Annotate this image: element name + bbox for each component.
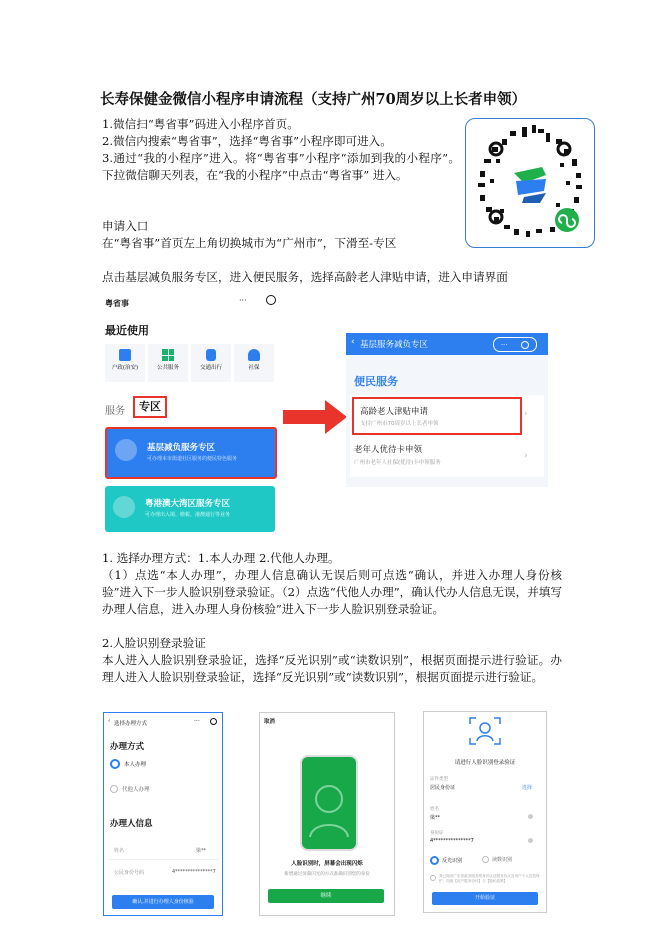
intro-step-2: 2.微信内搜索“粤省事”，选择“粤省事”小程序即可进入。 <box>102 134 392 148</box>
name-value: 梁** <box>196 848 207 854</box>
verify-heading: 请进行人脸识别登录验证 <box>454 760 516 766</box>
capsule-menu[interactable] <box>493 337 537 352</box>
info-title: 办理人信息 <box>110 819 153 829</box>
step1-heading: 1. 选择办理方式：1.本人办理 2.代他人办理。 <box>102 551 340 565</box>
tab-zone-highlighted[interactable]: 专区 <box>133 396 167 418</box>
recent-item-transport[interactable]: 交通出行 <box>191 344 231 382</box>
checkbox-icon[interactable] <box>430 875 436 881</box>
clear-icon[interactable] <box>528 838 533 843</box>
recent-item-social-security[interactable]: 社保 <box>234 344 274 382</box>
verify-id-value: 4***************7 <box>430 838 474 844</box>
card-grassroots-zone[interactable]: 基层减负服务专区 可办理本市街道社区服务的便民特色服务 <box>105 427 277 479</box>
intro-step-1: 1.微信扫“粤省事”码进入小程序首页。 <box>102 117 299 131</box>
option-reflect[interactable]: 反光识别 <box>430 856 462 865</box>
back-chevron-icon[interactable]: ‹ <box>351 337 355 347</box>
face-outline-icon <box>302 757 356 849</box>
capsule-close-icon[interactable] <box>266 295 276 305</box>
face-scan-icon <box>468 716 502 746</box>
item-elderly-allowance[interactable]: 高龄老人津贴申请 支持广州市70周岁以上长者申领 <box>352 397 522 435</box>
select-link[interactable]: 选择 <box>522 785 533 791</box>
method-title: 办理方式 <box>110 742 145 752</box>
cancel-link[interactable]: 取消 <box>264 719 276 725</box>
chevron-right-icon: › <box>524 451 528 461</box>
red-arrow-icon <box>283 400 347 434</box>
radio-unselected-icon[interactable] <box>482 856 489 863</box>
id-card-icon <box>119 349 131 361</box>
id-value: 4***************7 <box>172 869 216 875</box>
step1-detail: （1）点选“本人办理”，办理人信息确认无误后则可点选“确认，并进入办理人身份核验”进入下一步人脸识别登录验证。（2）点选“代他人办理”，确认代办人信息无误，并填写办理人信息，进入办理人身份核验”进入下一步人脸识别登录验证。 <box>102 568 562 616</box>
bridge-icon <box>113 496 135 518</box>
phone-illustration <box>300 755 358 851</box>
option-other[interactable]: 代他人办理 <box>110 785 150 793</box>
app-name: 粤省事 <box>105 299 129 308</box>
screenshot-face-flash <box>259 712 395 916</box>
option-read-digits[interactable]: 读数识别 <box>482 856 512 863</box>
recent-item-huzheng[interactable]: 户政(治安) <box>105 344 145 382</box>
recent-title: 最近使用 <box>105 324 149 337</box>
clear-icon[interactable] <box>528 814 533 819</box>
option-self[interactable]: 本人办理 <box>110 759 146 769</box>
item-elderly-card[interactable]: 老年人优待卡申领 广州市老年人社保(优待)卡申领服务 <box>354 445 441 466</box>
step2-detail: 本人进入人脸识别登录验证，选择“反光识别”或“读数识别”，根据页面提示进行验证。办理人进入人脸识别登录验证，选择“反光识别”或“读数识别”，根据页面提示进行验证。 <box>102 653 562 684</box>
intro-step-3: 3.通过“我的小程序”进入。将“粤省事”小程序“添加到我的小程序”。下拉微信聊天列表，在“我的小程序”中点击“粤省事” 进入。 <box>102 151 460 182</box>
step2-heading: 2.人脸识别登录验证 <box>102 636 206 650</box>
screenshot-yueshengshi-home <box>103 292 281 542</box>
confirm-button[interactable]: 确认,并进行办理人身份核验 <box>112 895 214 909</box>
screenshot-grassroots-zone <box>346 333 548 487</box>
bus-icon <box>206 349 216 361</box>
capsule-close-icon[interactable] <box>210 718 217 725</box>
agreement[interactable]: 我已阅读广东省政务服务网身份认证服务协议及用户个人信息保护，同意【用户服务协议】与【隐私政策】 <box>430 874 540 884</box>
document-icon <box>115 439 137 461</box>
name-label: 姓名 <box>114 848 125 854</box>
verify-name-value: 梁** <box>430 815 441 821</box>
entry-heading: 申请入口 <box>102 219 149 233</box>
flash-instruction: 人脸识别时，屏幕会出现闪烁 <box>291 861 363 867</box>
entry-instruction-2: 点击基层减负服务专区，进入便民服务，选择高龄老人津贴申请，进入申请界面 <box>102 270 508 284</box>
method-header: 选择办理方式 <box>114 721 148 727</box>
section-title: 便民服务 <box>354 375 398 388</box>
id-type-value: 居民身份证 <box>430 785 456 791</box>
recent-item-public-service[interactable]: 公共服务 <box>148 344 188 382</box>
start-verify-button[interactable]: 开始验证 <box>432 892 538 905</box>
screenshot-select-method <box>103 712 223 916</box>
capsule-dots-icon[interactable]: ··· <box>500 340 508 349</box>
tab-service[interactable]: 服务 <box>105 406 125 417</box>
id-label: 公民身份号码 <box>114 870 145 876</box>
continue-button[interactable]: 继续 <box>268 889 384 903</box>
qr-code-icon <box>466 119 594 247</box>
radio-selected-icon[interactable] <box>110 759 120 769</box>
radio-unselected-icon[interactable] <box>110 785 118 793</box>
entry-instruction-1: 在“粤省事”首页左上角切换城市为“广州市”，下滑至-专区 <box>102 236 397 250</box>
back-chevron-icon[interactable]: ‹ <box>108 718 111 724</box>
capsule-dots-icon[interactable]: ··· <box>194 718 200 725</box>
zone-header: 基层服务减负专区 <box>360 340 429 350</box>
chevron-right-icon: › <box>524 409 528 419</box>
person-icon <box>248 349 260 361</box>
page-title: 长寿保健金微信小程序申请流程（支持广州70周岁以上长者申领） <box>100 91 527 108</box>
capsule-close-icon[interactable] <box>521 341 529 349</box>
screenshot-face-verify-form: 请进行人脸识别登录验证 证件类型 居民身份证 选择 姓名 梁** 身份证 4***************7 反光识别 读数识别 我已阅读广东省政务服务网身份认证服务协议及用户个人信息保护，同意【用户服务协议】与【隐私政策】 开始验证 <box>423 711 547 913</box>
miniprogram-qr-code <box>465 118 595 248</box>
capsule-dots-icon[interactable]: ··· <box>239 296 247 305</box>
card-greater-bay-zone[interactable]: 粤港澳大湾区服务专区 可办理出入境、缴税、港澳通行等业务 <box>105 486 275 532</box>
radio-selected-icon[interactable] <box>430 856 439 865</box>
grid-icon <box>162 349 174 361</box>
flash-sub: 新增通过屏幕闪光的方式准确识别您的身份 <box>284 872 370 877</box>
